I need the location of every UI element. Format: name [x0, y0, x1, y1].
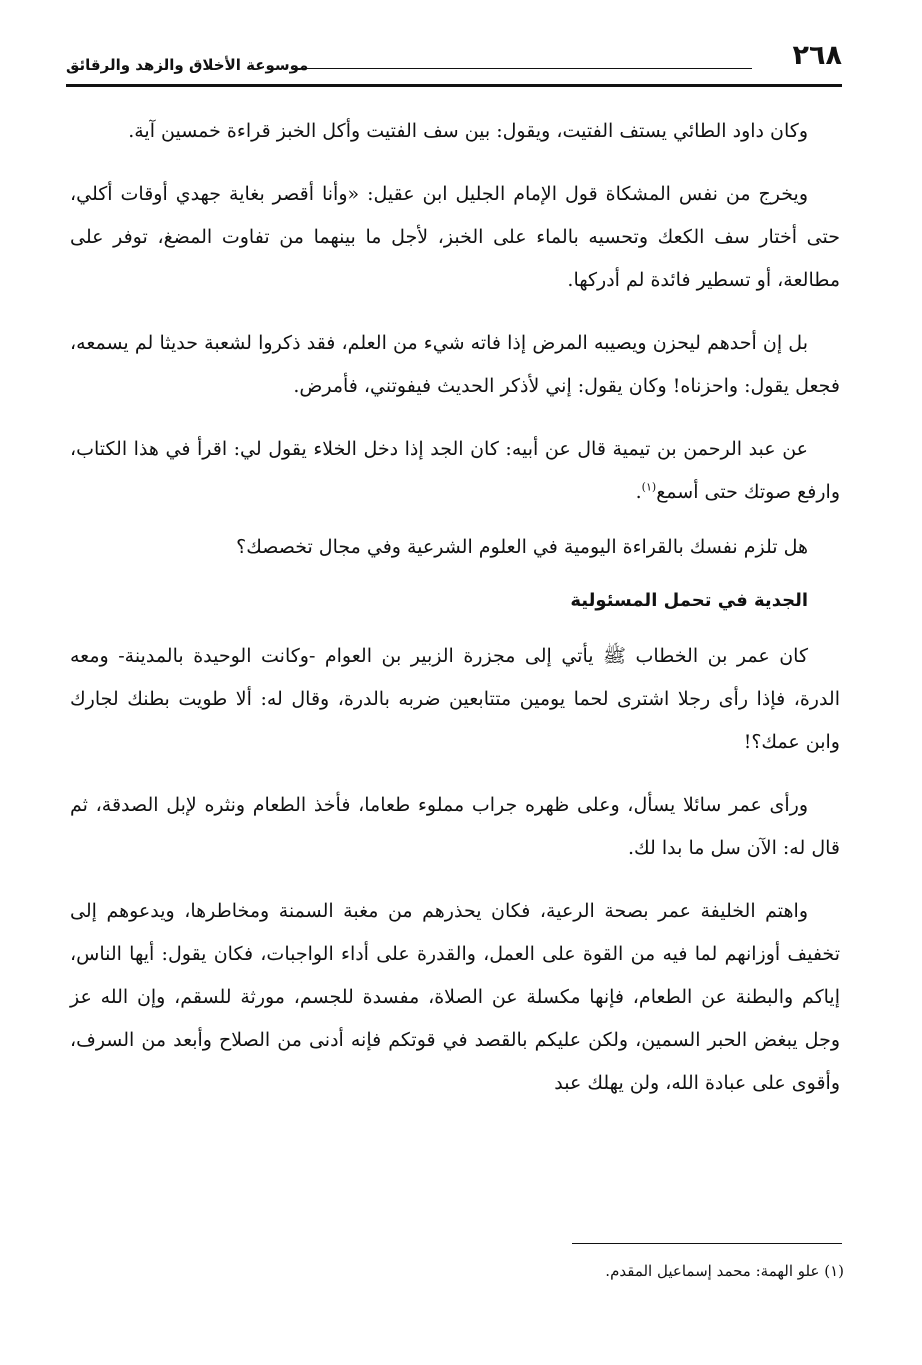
- paragraph-umar-butcher: كان عمر بن الخطاب ﷺ يأتي إلى مجزرة الزبير بن العوام -وكانت الوحيدة بالمدينة- ومعه الدرة، فإذا رأى رجلا اشترى لحما يومين متتابعين ضربه بالدرة، وقال له: ألا طويت بطنك لجارك وابن عمك؟!: [70, 645, 840, 753]
- paragraph-dawud-altai: وكان داود الطائي يستف الفتيت، ويقول: بين سف الفتيت وأكل الخبز قراءة خمسين آية.: [128, 120, 808, 142]
- footnote: (١) علو الهمة: محمد إسماعيل المقدم.: [605, 1262, 844, 1280]
- period: .: [635, 481, 642, 503]
- header-divider-thin: [294, 68, 752, 69]
- header-divider: [66, 84, 842, 87]
- paragraph-question: هل تلزم نفسك بالقراءة اليومية في العلوم الشرعية وفي مجال تخصصك؟: [236, 536, 808, 558]
- paragraph-shuba: بل إن أحدهم ليحزن ويصيبه المرض إذا فاته شيء من العلم، فقد ذكروا لشعبة حديثا لم يسمعه، فجعل يقول: واحزناه! وكان يقول: إني لأذكر الحديث فيفوتني، فأمرض.: [70, 332, 840, 397]
- footnote-divider: [572, 1243, 842, 1244]
- footnote-marker: (١): [641, 480, 657, 494]
- section-heading: الجدية في تحمل المسئولية: [570, 590, 808, 611]
- paragraph-ibn-taymiyyah: [70, 428, 840, 514]
- paragraph-ibn-aqil: ويخرج من نفس المشكاة قول الإمام الجليل ابن عقيل: «وأنا أقصر بغاية جهدي أوقات أكلي، حتى أختار سف الكعك وتحسيه بالماء على الخبز، لأجل ما بينهما من تفاوت المضغ، توفر على مطالعة، أو تسطير فائدة لم أدركها.: [70, 183, 840, 291]
- body-text: [70, 110, 840, 1125]
- page-number: ٢٦٨: [792, 40, 842, 71]
- book-title: موسوعة الأخلاق والزهد والرقائق: [66, 56, 309, 74]
- running-header: [66, 38, 842, 88]
- paragraph-umar-beggar: ورأى عمر سائلا يسأل، وعلى ظهره جراب مملوء طعاما، فأخذ الطعام ونثره لإبل الصدقة، ثم قال له: الآن سل ما بدا لك.: [70, 794, 840, 859]
- paragraph-umar-health: واهتم الخليفة عمر بصحة الرعية، فكان يحذرهم من مغبة السمنة ومخاطرها، ويدعوهم إلى تخفيف أوزانهم لما فيه من القوة على العمل، والقدرة على أداء الواجبات، فكان يقول: أيها الناس، إياكم والبطنة عن الطعام، فإنها مكسلة عن الصلاة، مفسدة للجسم، مورثة للسقم، وإن الله عز وجل يبغض الحبر السمين، ولكن عليكم بالقصد في قوتكم فإنه أدنى من الصلاح وأبعد من السرف، وأقوى على عبادة الله، ولن يهلك عبد: [70, 900, 840, 1094]
- paragraph-ibn-taymiyyah-text: عن عبد الرحمن بن تيمية قال عن أبيه: كان الجد إذا دخل الخلاء يقول لي: اقرأ في هذا الكتاب، وارفع صوتك حتى أسمع: [70, 438, 840, 503]
